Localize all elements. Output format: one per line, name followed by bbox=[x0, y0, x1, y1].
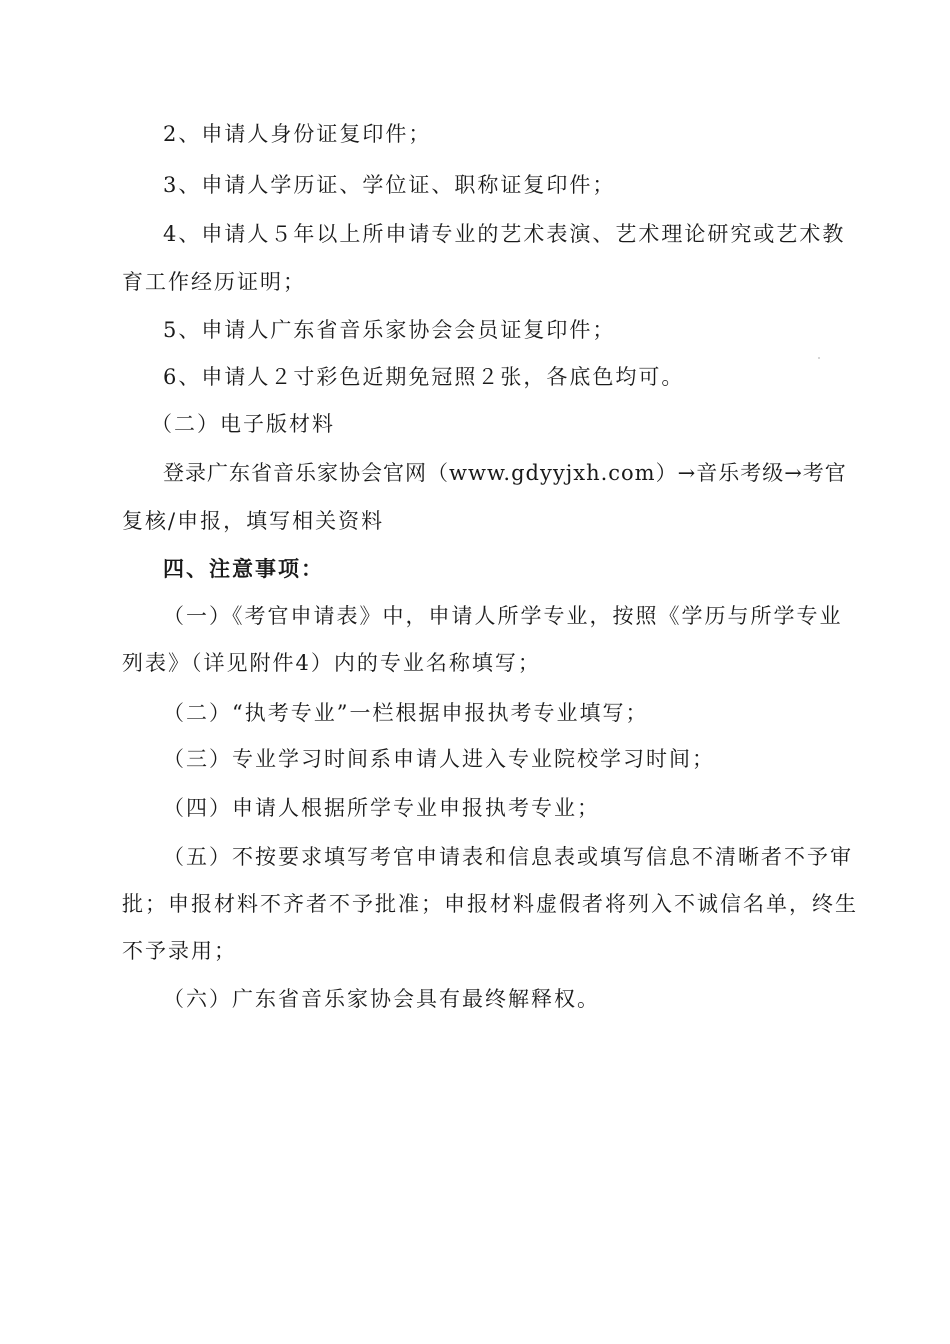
paper-item-2: 2、申请人身份证复印件； bbox=[163, 122, 432, 146]
note-5-continued-2: 不予录用； bbox=[122, 939, 237, 963]
note-6: （六）广东省音乐家协会具有最终解释权。 bbox=[163, 987, 600, 1011]
paper-item-6: 6、申请人２寸彩色近期免冠照２张，各底色均可。 bbox=[163, 365, 685, 389]
note-4: （四）申请人根据所学专业申报执考专业； bbox=[163, 796, 600, 820]
note-5: （五）不按要求填写考官申请表和信息表或填写信息不清晰者不予审 bbox=[163, 845, 853, 869]
note-1-continued: 列表》（详见附件4）内的专业名称填写； bbox=[122, 651, 541, 675]
note-2: （二）“执考专业”一栏根据申报执考专业填写； bbox=[163, 701, 649, 725]
paper-item-4: 4、申请人５年以上所申请专业的艺术表演、艺术理论研究或艺术教 bbox=[163, 222, 846, 246]
electronic-materials-text: 登录广东省音乐家协会官网（www.gdyyjxh.com）→音乐考级→考官 bbox=[163, 461, 847, 485]
note-1: （一）《考官申请表》中，申请人所学专业，按照《学历与所学专业 bbox=[163, 604, 843, 628]
note-3: （三）专业学习时间系申请人进入专业院校学习时间； bbox=[163, 747, 715, 771]
electronic-materials-heading: （二）电子版材料 bbox=[151, 412, 335, 436]
paper-item-3: 3、申请人学历证、学位证、职称证复印件； bbox=[163, 173, 616, 197]
notes-heading: 四、注意事项： bbox=[163, 556, 324, 581]
paper-item-4-continued: 育工作经历证明； bbox=[122, 270, 306, 294]
electronic-materials-text-continued: 复核/申报，填写相关资料 bbox=[122, 509, 385, 533]
note-5-continued: 批；申报材料不齐者不予批准；申报材料虚假者将列入不诚信名单，终生 bbox=[122, 892, 858, 916]
paper-item-5: 5、申请人广东省音乐家协会会员证复印件； bbox=[163, 318, 616, 342]
scan-speck bbox=[818, 357, 820, 359]
